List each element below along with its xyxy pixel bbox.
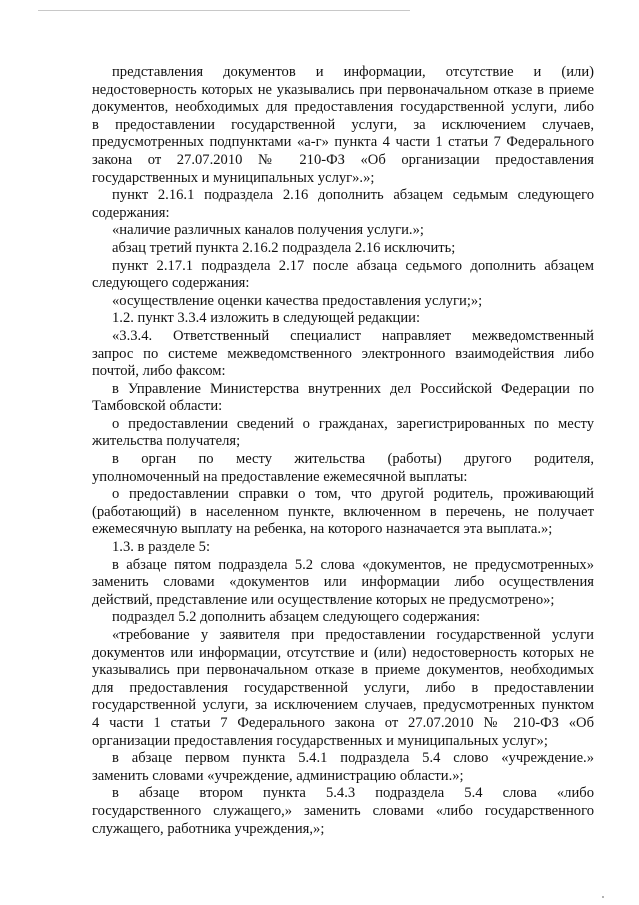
scan-artifact xyxy=(602,896,604,898)
document-line: «требование у заявителя при предоставлении государственной услуги xyxy=(112,627,594,643)
document-line: государственного служащего,» заменить словами «либо государственного xyxy=(92,802,594,819)
top-rule-divider xyxy=(38,10,410,11)
document-line: следующего содержания: xyxy=(92,275,250,292)
document-line: для предоставления государственной услуги, либо в предоставлении xyxy=(92,679,594,696)
document-line: указывались при первоначальном отказе в приеме документов, необходимых xyxy=(92,662,594,679)
document-line: запрос по системе межведомственного электронного взаимодействия либо xyxy=(92,345,594,362)
document-line: представления документов и информации, отсутствие и (или) xyxy=(112,64,594,80)
document-line: пункт 2.17.1 подраздела 2.17 после абзаца седьмого дополнить абзацем xyxy=(112,257,594,274)
document-line: «осуществление оценки качества предоставления услуги;»; xyxy=(112,292,483,309)
document-line: предусмотренных подпунктами «а-г» пункта 4 части 1 статьи 7 Федерального xyxy=(92,134,594,151)
document-line: ежемесячную выплату на ребенка, на которого назначается эта выплата.»; xyxy=(92,521,553,538)
document-line: государственной услуги, за исключением случаев, предусмотренных пунктом xyxy=(92,697,594,714)
document-line: 1.3. в разделе 5: xyxy=(112,539,211,556)
document-line: заменить словами «документов или информации либо осуществления xyxy=(92,574,594,591)
document-line: жительства получателя; xyxy=(92,433,241,450)
document-line: организации предоставления государственных и муниципальных услуг»; xyxy=(92,732,548,749)
document-line: содержания: xyxy=(92,204,170,221)
document-line: 4 части 1 статьи 7 Федерального закона от 27.07.2010 № 210-ФЗ «Об xyxy=(92,714,594,731)
document-line: документов или информации, отсутствие и (или) недостоверность которых не xyxy=(92,644,594,661)
document-line: «3.3.4. Ответственный специалист направляет межведомственный xyxy=(112,327,594,344)
document-line: о предоставлении сведений о гражданах, зарегистрированных по месту xyxy=(112,415,594,432)
document-line: в орган по месту жительства (работы) другого родителя, xyxy=(112,451,594,468)
document-line: государственных и муниципальных услуг».»; xyxy=(92,169,375,186)
document-line: действий, представление или осуществление которых не предусмотрено»; xyxy=(92,591,555,608)
document-line: в абзаце первом пункта 5.4.1 подраздела 5.4 слово «учреждение.» xyxy=(112,750,594,767)
document-line: служащего, работника учреждения,»; xyxy=(92,820,325,837)
document-line: в абзаце втором пункта 5.4.3 подраздела 5.4 слова «либо xyxy=(112,785,594,802)
document-line: документов, необходимых для предоставления государственной услуги, либо xyxy=(92,99,594,116)
document-line: почтой, либо факсом: xyxy=(92,363,226,380)
document-line: пункт 2.16.1 подраздела 2.16 дополнить абзацем седьмым следующего xyxy=(112,187,594,204)
document-line: подраздел 5.2 дополнить абзацем следующего содержания: xyxy=(112,609,481,626)
document-line: уполномоченный на предоставление ежемесячной выплаты: xyxy=(92,468,468,485)
document-body xyxy=(92,64,594,838)
document-line: в Управление Министерства внутренних дел Российской Федерации по xyxy=(112,380,594,397)
document-line: в абзаце пятом подраздела 5.2 слова «документов, не предусмотренных» xyxy=(112,556,594,573)
document-line: 1.2. пункт 3.3.4 изложить в следующей редакции: xyxy=(112,310,421,327)
document-line: Тамбовской области: xyxy=(92,398,223,415)
document-line: (работающий) в населенном пункте, включенном в перечень, не получает xyxy=(92,503,594,520)
document-line: «наличие различных каналов получения услуги.»; xyxy=(112,222,424,239)
document-line: недостоверность которых не указывались при первоначальном отказе в приеме xyxy=(92,81,594,98)
document-line: абзац третий пункта 2.16.2 подраздела 2.16 исключить; xyxy=(112,239,456,256)
document-line: о предоставлении справки о том, что другой родитель, проживающий xyxy=(112,486,594,503)
document-line: заменить словами «учреждение, администрацию области.»; xyxy=(92,767,464,784)
document-line: в предоставлении государственной услуги, за исключением случаев, xyxy=(92,116,594,133)
document-line: закона от 27.07.2010 № 210-ФЗ «Об организации предоставления xyxy=(92,151,594,168)
